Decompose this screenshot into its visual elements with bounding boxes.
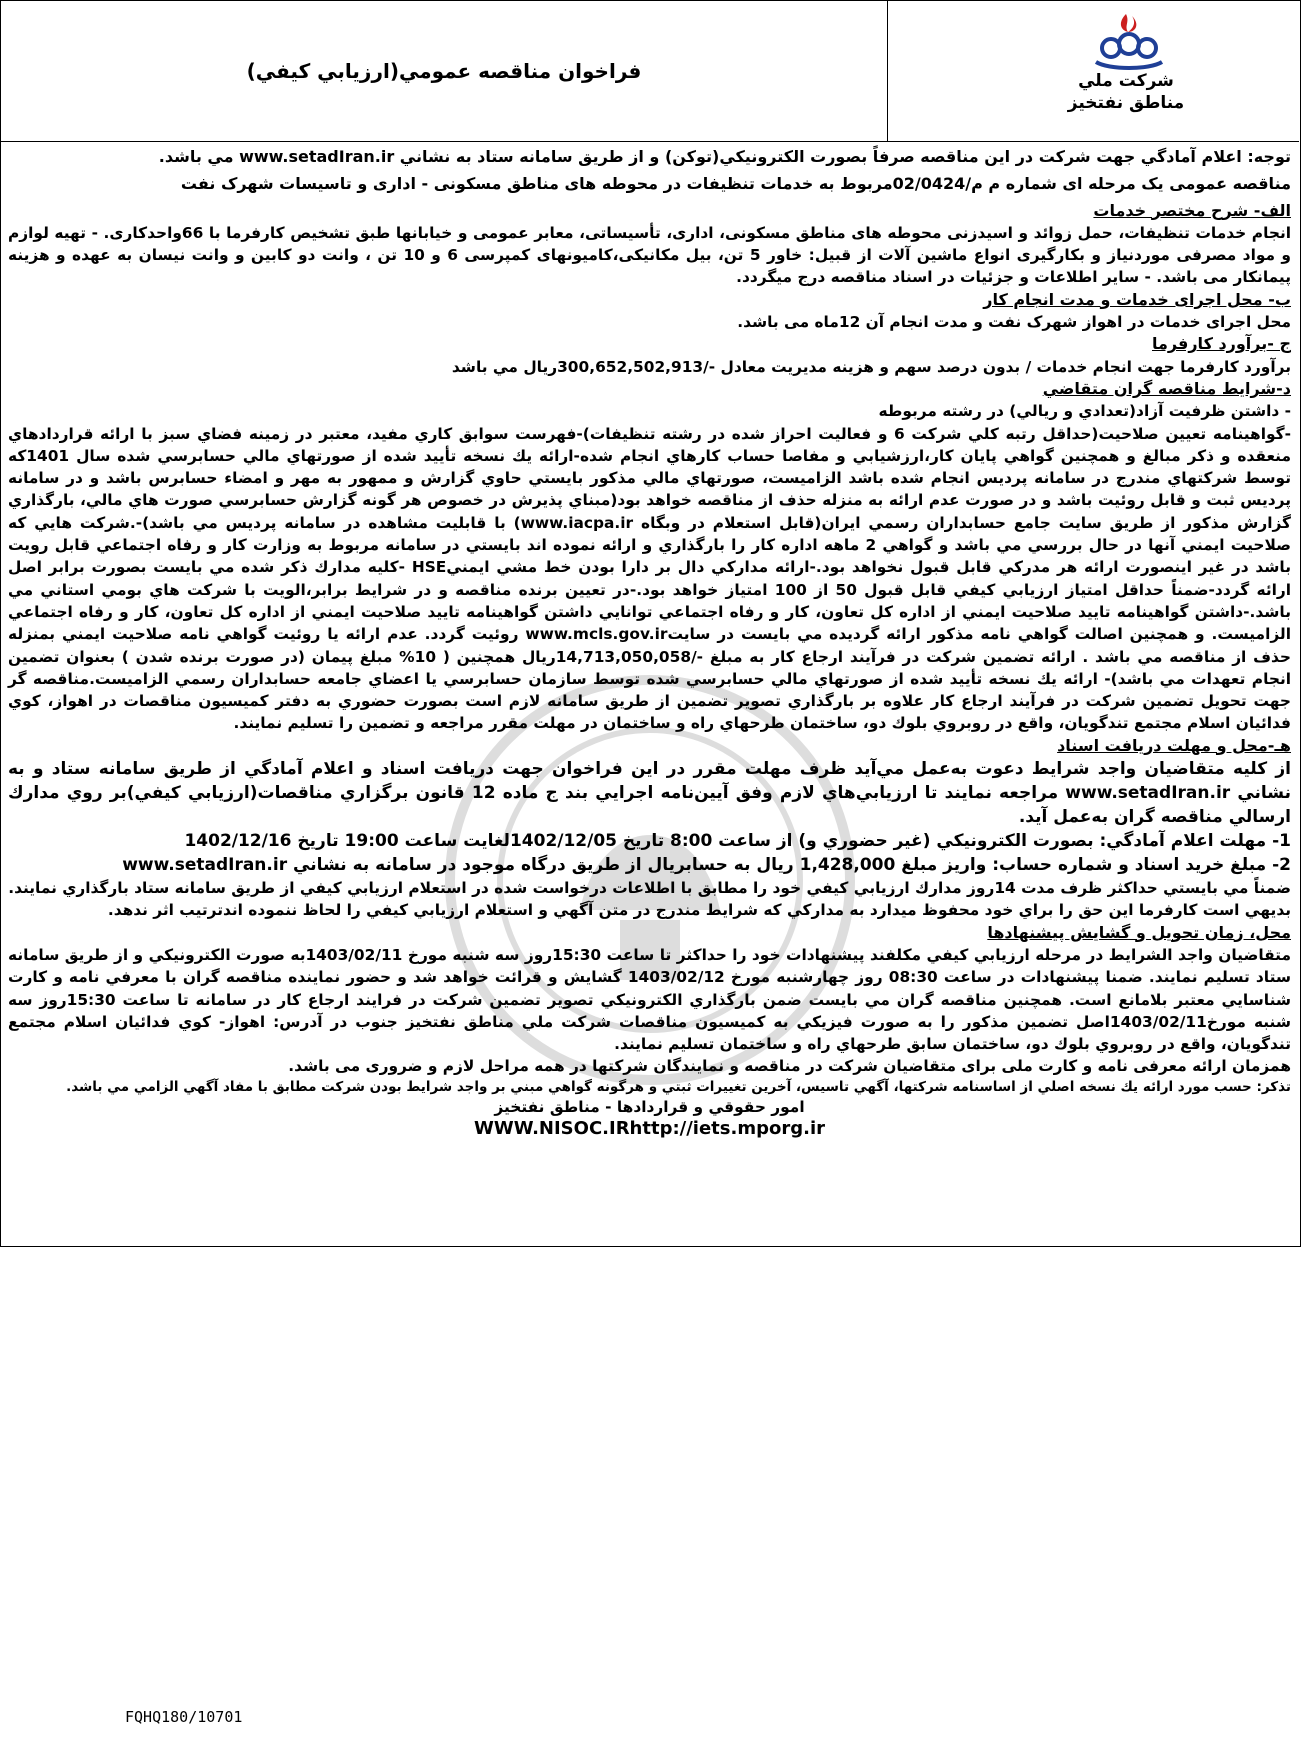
section-e-title: هـ-محل و مهلت دريافت اسناد (1057, 735, 1291, 755)
section-a-text: انجام خدمات تنظیفات، حمل زوائد و اسیدزنی محوطه های مناطق مسکونی، اداری، تأسیساتی، معابر عمومی و خیابانها طبق تشخیص کارفرما با 66واحدکاری. - تهیه لوازم و مواد مصرفی موردنیاز و بکارگیری انواع ماشین آلات از قبیل: خاور 5 تن، بیل مکانیکی،کامیونهای کمپرسی 6 و 10 تن ، وانت دو کابین و وانت نیسان به عهده و هزینه پیمانکار می باشد. - سایر اطلاعات و جزئیات در اسناد مناقصه درج میگردد. (8, 223, 1291, 287)
section-c-text: برآورد کارفرما جهت انجام خدمات / بدون درصد سهم و هزینه مدیریت معادل -/300,652,502,913ريال مي باشد (451, 357, 1291, 376)
electronic-submission-notice: توجه: اعلام آمادگي جهت شركت در اين مناقصه صرفاً بصورت الكترونيكي(توكن) و از طريق سامانه ستاد به نشاني www.setadIran.ir مي باشد. (158, 147, 1291, 166)
note-text: تذكر: حسب مورد ارائه يك نسخه اصلي از اساسنامه شركتها، آگهي تاسيس، آخرين تغييرات ثبتي و هرگونه گواهي مبني بر واجد شرايط بودن شركت مطابق با مفاد آگهي الزامي مي باشد. (66, 1078, 1291, 1095)
signature-line: امور حقوقي و قراردادها - مناطق نفتخيز (494, 1097, 805, 1116)
section-f-title: محل، زمان تحويل و گشايش پيشنهادها (987, 922, 1291, 942)
section-f-text: متقاضيان واجد الشرايط در مرحله ارزيابي كيفي مكلفند پيشنهادات خود را حداكثر تا ساعت 15:30روز سه شنبه مورخ 1403/02/11به صورت الكترونيكي و از طريق سامانه ستاد تسليم نمايند. ضمنا پيشنهادات در ساعت 08:30 روز چهارشنبه مورخ 1403/02/12 گشايش و قرائت خواهد شد و حضور نماينده مناقصه گران با معرفي نامه و كارت شناسايي معتبر بلامانع است. همچنين مناقصه گران مي بايست ضمن بارگذاري الكترونيكي تصوير تضمين شركت در فرايند ارجاع كار در سامانه تا ساعت 15:30روز سه شنبه مورخ1403/02/11اصل تضمين مذكور را به صورت فيزيكي به كميسيون مناقصات شركت ملي مناطق نفتخيز جنوب در آدرس: اهواز- كوي فدائيان اسلام مجتمع تندگويان، واقع در روبروي بلوك دو، ساختمان سابق طرحهاي راه و ساختمان تسليم نمايند. (8, 945, 1292, 1054)
company-name-line1: شركت ملي (1078, 71, 1174, 91)
section-d-title: د-شرايط مناقصه گران متقاضي (1042, 378, 1291, 398)
section-c-title: ج -برآورد كارفرما (1152, 334, 1291, 354)
footer-code: FQHQ180/10701 (125, 1708, 243, 1726)
item-readiness-deadline: 1- مهلت اعلام آمادگي: بصورت الكترونيكي (غير حضوري و) از ساعت 8:00 تاريخ 1402/12/05لغايت ساعت 19:00 تاريخ 1402/12/16 (184, 831, 1291, 852)
announcement-body (8, 141, 1291, 1140)
section-a-title: الف- شرح مختصر خدمات (1093, 200, 1291, 220)
websites-line: WWW.NISOC.IRhttp://iets.mporg.ir (473, 1117, 825, 1139)
item-upload-deadline: ضمناً مي بايستي حداكثر ظرف مدت 14روز مدارك ارزيابي كيفي خود را مطابق با اطلاعات درخواست شده در استعلام ارزيابي كيفي از طريق سامانه ستاد بارگذاري نمايند. (8, 879, 1291, 898)
announcement-header (0, 0, 1299, 142)
section-b-title: ب- محل اجرای خدمات و مدت انجام کار (983, 289, 1291, 309)
section-d-text2: -گواهينامه تعيين صلاحيت(حداقل رتبه كلي شركت 6 و فعاليت احراز شده در رشته تنظيفات)-فهرست سوابق كاري مفيد، معتبر در زمينه فضاي سبز با ارائه قراردادهاي منعقده و ذكر مبالغ و همچنين گواهي پايان كار،ارزشيابي و مفاصا حساب كارهاي انجام شده-ارائه يك نسخه تأييد شده از صورتهاي مالي حسابرسي شده سال 1401كه توسط شركتهاي مندرج در سامانه پرديس انجام شده باشد الزاميست، صورتهاي مالي مذكور بايستي حاوي گزارش و ممهور به مهر و امضاء حسابرس باشد و در سامانه پرديس ثبت و قابل روئيت باشد و در صورت عدم ارائه به منزله حذف از مناقصه خواهد بود(مبناي پذيرش در خصوص هر گونه گزارش حسابرسي صورت هاي مالي، بارگذاري گزارش مذكور از طريق سايت جامع حسابداران رسمي ايران(قابل استعلام در وبگاه www.iacpa.ir) با قابليت مشاهده در سامانه پرديس مي باشد)-.شركت هايي كه صلاحيت ايمني آنها در حال بررسي مي باشد و گواهي 2 ماهه اداره كار را بارگذاري و ارائه نموده اند بايستي در سامانه مربوط به وزارت كار و رفاه اجتماعي قابل رويت باشد در غير اينصورت ارائه هر مدركي قابل قبول نخواهد بود.-ارائه مداركي دال بر دارا بودن خط مشي ايمنيHSE -كليه مدارك ذكر شده مي بايست بصورت برابر اصل ارائه گردد-ضمناً حداقل امتياز ارزيابي كيفي قابل قبول 50 از 100 امتياز خواهد بود.-در تعيين برنده مناقصه و در شرايط برابر،الويت با شركت هاي بومي استاني مي باشد.-داشتن گواهينامه تاييد صلاحيت ايمني از اداره كل تعاون، كار و رفاه اجتماعي توانايي داشتن گواهينامه تاييد صلاحيت ايمني از اداره كل تعاون، كار و رفاه اجتماعي الزاميست. و همچنين اصالت گواهي نامه مذكور ارائه گرديده مي بايست در سايتwww.mcls.gov.ir روئيت گردد. عدم ارائه يا روئيت گواهي نامه صلاحيت ايمني بمنزله حذف از مناقصه مي باشد . ارائه تضمين شركت در فرآيند ارجاع كار به مبلغ -/14,713,050,058ريال همچنين ( 10% مبلغ پيمان (در صورت برنده شدن ) بعنوان تضمين انجام تعهدات مي باشد)- ارائه يك نسخه تأييد شده از صورتهاي مالي حسابرسي شده توسط سازمان حسابرسي يا اعضاي جامعه حسابداران رسمي الزاميست.مناقصه گر جهت تحويل تضمين شركت در فرآيند ارجاع كار علاوه بر بارگذاري تصوير تضمين از طريق سامانه لازم است بصورت حضوري به دفتر كميسيون مناقصات در اهواز، كوي فدائيان اسلام مجتمع تندگويان، واقع در روبروي بلوك دو، ساختمان طرحهاي راه و ساختمان در مهلت مقرر مراجعه و تضمين را تسليم نمايند. (8, 424, 1292, 733)
section-d-text1: - داشتن ظرفيت آزاد(تعدادي و ريالي) در رشته مربوطه (878, 402, 1291, 421)
company-name (1061, 70, 1191, 114)
company-name-line2: مناطق نفتخيز (1067, 93, 1185, 113)
section-f-text2: همزمان ارائه معرفی نامه و کارت ملی برای متقاضیان شرکت در مناقصه و نمایندگان شرکتها در همه مراحل لازم و ضروری می باشد. (288, 1057, 1291, 1076)
item-employer-right: بديهي است كارفرما اين حق را براي خود محفوظ ميدارد به مداركي كه شرايط مندرج در متن آگهي و استعلام ارزيابي كيفي را لحاظ ننموده اندترتيب اثر ندهد. (107, 901, 1291, 920)
item-document-fee: 2- مبلغ خريد اسناد و شماره حساب: واريز مبلغ 1,428,000 ريال به حسابريال از طريق درگاه موجود در سامانه به نشاني www.setadIran.ir (122, 855, 1291, 876)
announcement-title: فراخوان مناقصه عمومي(ارزيابي كيفي) (246, 58, 642, 83)
tender-title: مناقصه عمومی یک مرحله ای شماره م م/02/0424مربوط به خدمات تنظیفات در محوطه های مناطق مسکونی - اداری و تاسیسات شهرک نفت (180, 174, 1291, 194)
section-e-text: از كليه متقاضيان واجد شرايط دعوت به‌عمل مي‌آيد ظرف مهلت مقرر در اين فراخوان جهت دريافت اسناد و اعلام آمادگي از طريق سامانه ستاد و به نشاني www.setadIran.ir مراجعه نمايند تا ارزيابي‌هاي لازم وفق آيين‌نامه اجرايي بند ج ماده 12 قانون برگزاري مناقصات(ارزيابي كيفي)بر روي مدارك ارسالي مناقصه گران به‌عمل آيد. (8, 759, 1291, 828)
section-b-text: محل اجرای خدمات در اهواز شهرک نفت و مدت انجام آن 12ماه می باشد. (737, 313, 1291, 332)
logo-cell (887, 0, 1299, 141)
